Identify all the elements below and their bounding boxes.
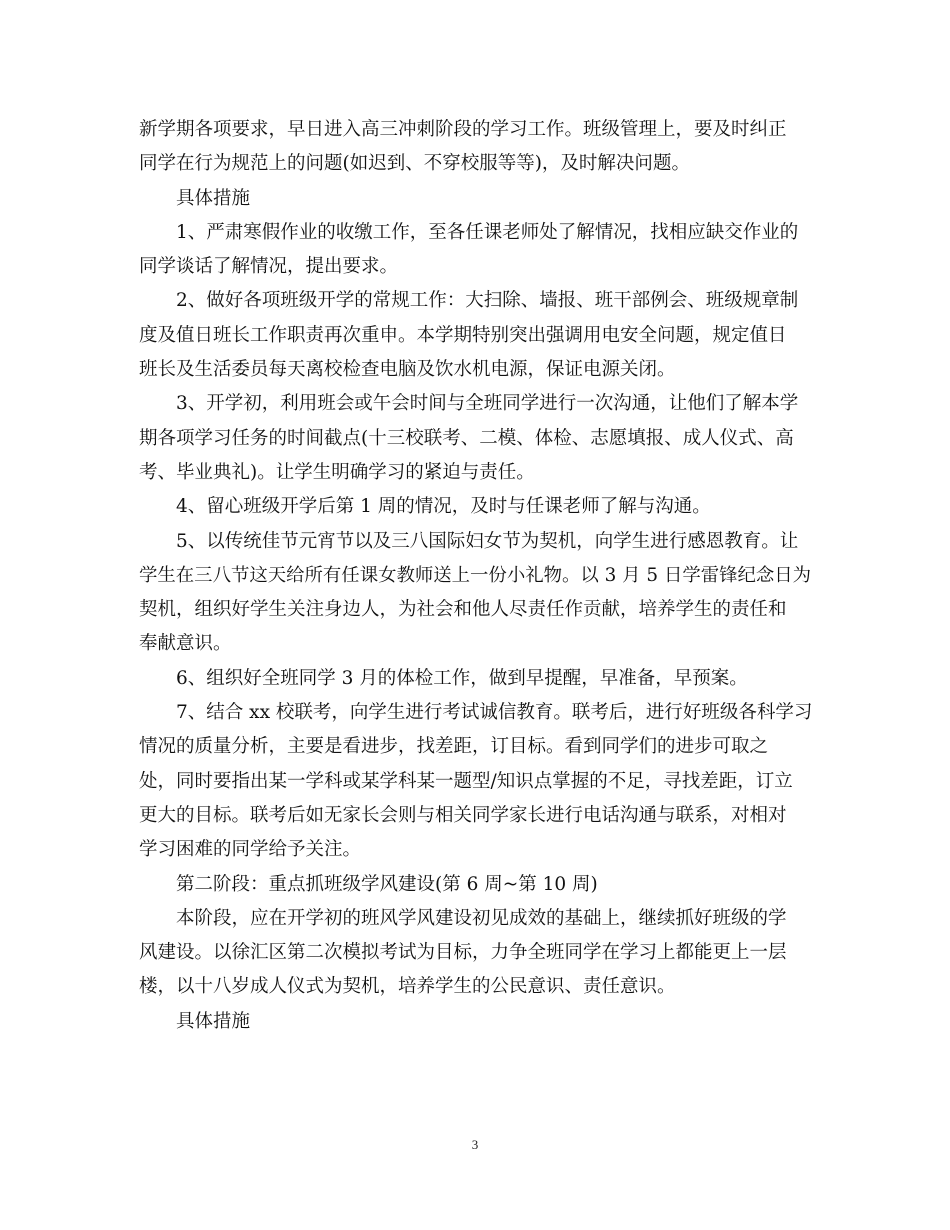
section-heading: 第二阶段：重点抓班级学风建设(第 6 周~第 10 周) [176, 873, 598, 895]
text-line: 1、严肃寒假作业的收缴工作，至各任课老师处了解情况，找相应缺交作业的 [176, 221, 799, 243]
text-line: 处，同时要指出某一学科或某学科某一题型/知识点掌握的不足，寻找差距，订立 [139, 770, 793, 792]
text-line: 契机，组织好学生关注身边人，为社会和他人尽责任作贡献，培养学生的责任和 [139, 599, 787, 621]
text-line: 3、开学初，利用班会或午会时间与全班同学进行一次沟通，让他们了解本学 [176, 393, 799, 415]
text-line: 班长及生活委员每天离校检查电脑及饮水机电源，保证电源关闭。 [139, 359, 676, 381]
text-line: 本阶段，应在开学初的班风学风建设初见成效的基础上，继续抓好班级的学 [176, 907, 787, 929]
text-line: 学生在三八节这天给所有任课女教师送上一份小礼物。以 3 月 5 日学雷锋纪念日为 [139, 564, 812, 586]
text-line: 学习困难的同学给予关注。 [139, 839, 362, 861]
text-line: 7、结合 xx 校联考，向学生进行考试诚信教育。联考后，进行好班级各科学习 [176, 702, 813, 724]
text-line: 2、做好各项班级开学的常规工作：大扫除、墙报、班干部例会、班级规章制 [176, 290, 799, 312]
text-line: 同学在行为规范上的问题(如迟到、不穿校服等等)，及时解决问题。 [139, 153, 690, 175]
text-line: 奉献意识。 [139, 633, 232, 655]
text-line: 更大的目标。联考后如无家长会则与相关同学家长进行电话沟通与联系，对相对 [139, 804, 787, 826]
section-heading: 具体措施 [176, 187, 251, 209]
text-line: 期各项学习任务的时间截点(十三校联考、二模、体检、志愿填报、成人仪式、高 [139, 427, 794, 449]
text-line: 情况的质量分析，主要是看进步，找差距，订目标。看到同学们的进步可取之 [139, 736, 769, 758]
text-line: 6、组织好全班同学 3 月的体检工作，做到早提醒，早准备，早预案。 [176, 667, 748, 689]
text-line: 4、留心班级开学后第 1 周的情况，及时与任课老师了解与沟通。 [176, 496, 711, 518]
text-line: 度及值日班长工作职责再次重申。本学期特别突出强调用电安全问题，规定值日 [139, 324, 787, 346]
text-line: 5、以传统佳节元宵节以及三八国际妇女节为契机，向学生进行感恩教育。让 [176, 530, 799, 552]
text-line: 考、毕业典礼)。让学生明确学习的紧迫与责任。 [139, 461, 535, 483]
text-line: 同学谈话了解情况，提出要求。 [139, 256, 399, 278]
page-number: 3 [471, 1137, 479, 1152]
text-line: 楼，以十八岁成人仪式为契机，培养学生的公民意识、责任意识。 [139, 976, 676, 998]
text-line: 新学期各项要求，早日进入高三冲刺阶段的学习工作。班级管理上，要及时纠正 [139, 119, 787, 140]
section-heading: 具体措施 [176, 1010, 251, 1032]
document-body [139, 113, 815, 1039]
text-line: 风建设。以徐汇区第二次模拟考试为目标，力争全班同学在学习上都能更上一层 [139, 942, 787, 964]
